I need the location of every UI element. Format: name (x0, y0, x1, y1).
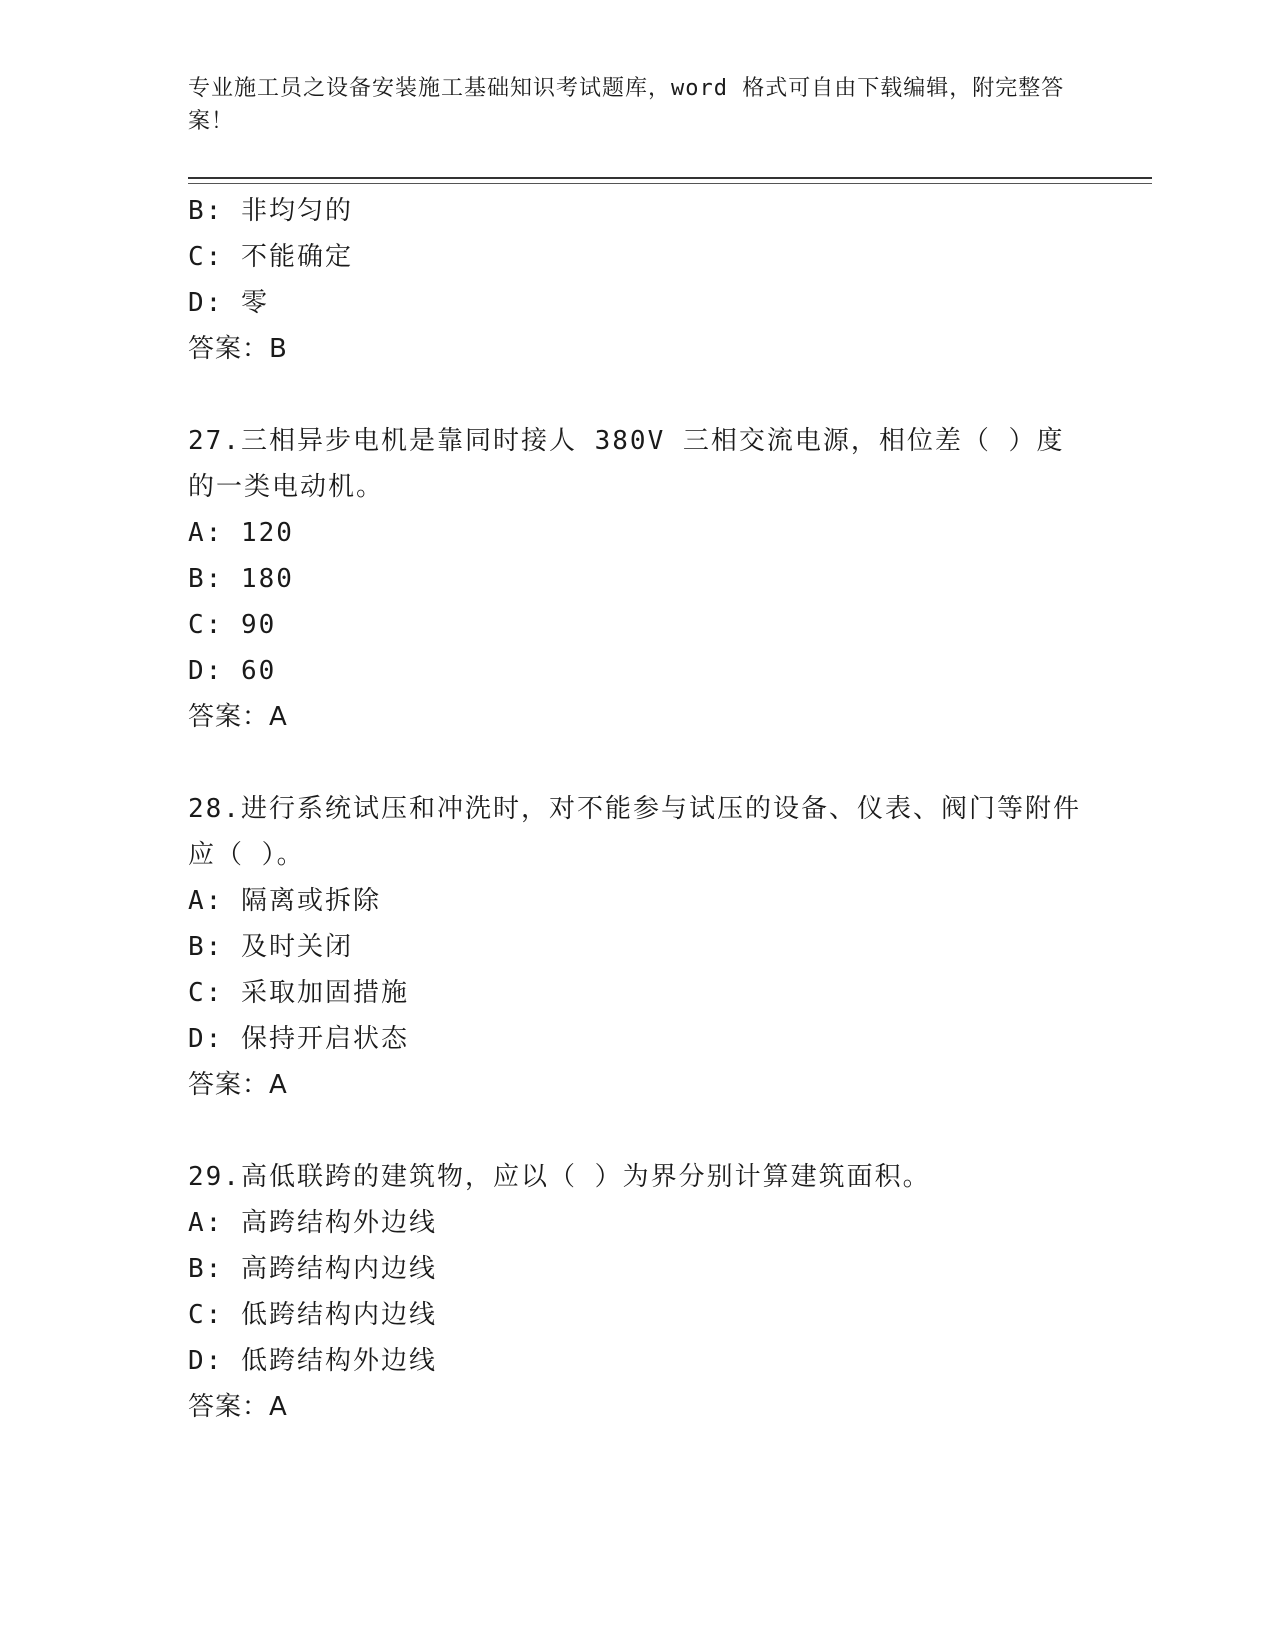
question-stem: 29.高低联跨的建筑物，应以（ ）为界分别计算建筑面积。 (188, 1162, 931, 1192)
answer-line: 答案：B (188, 334, 288, 364)
option-c: C: 采取加固措施 (188, 978, 409, 1008)
option-b: B: 180 (188, 564, 294, 594)
header-divider-thin (188, 183, 1152, 184)
header-divider-thick (188, 177, 1152, 179)
option-d: D: 保持开启状态 (188, 1024, 409, 1054)
question-content (188, 188, 1088, 1430)
question-stem: 28.进行系统试压和冲洗时，对不能参与试压的设备、仪表、阀门等附件应（ ）。 (188, 794, 1081, 870)
page-header-text: 专业施工员之设备安装施工基础知识考试题库，word 格式可自由下载编辑，附完整答案！ (188, 76, 1065, 134)
question-28 (188, 786, 1088, 1108)
answer-line: 答案：A (188, 1070, 288, 1100)
option-c: C: 不能确定 (188, 242, 353, 272)
question-27 (188, 418, 1088, 740)
option-d: D: 零 (188, 288, 269, 318)
answer-line: 答案：A (188, 702, 288, 732)
option-b: B: 高跨结构内边线 (188, 1254, 437, 1284)
option-d: D: 低跨结构外边线 (188, 1346, 437, 1376)
option-a: A: 高跨结构外边线 (188, 1208, 437, 1238)
option-d: D: 60 (188, 656, 277, 686)
option-b: B: 非均匀的 (188, 196, 353, 226)
option-a: A: 120 (188, 518, 294, 548)
option-c: C: 90 (188, 610, 277, 640)
option-c: C: 低跨结构内边线 (188, 1300, 437, 1330)
answer-line: 答案：A (188, 1392, 288, 1422)
option-a: A: 隔离或拆除 (188, 886, 381, 916)
continued-question (188, 188, 1088, 372)
question-stem: 27.三相异步电机是靠同时接人 380V 三相交流电源，相位差（ ）度的一类电动机。 (188, 426, 1065, 502)
option-b: B: 及时关闭 (188, 932, 353, 962)
question-29 (188, 1154, 1088, 1430)
